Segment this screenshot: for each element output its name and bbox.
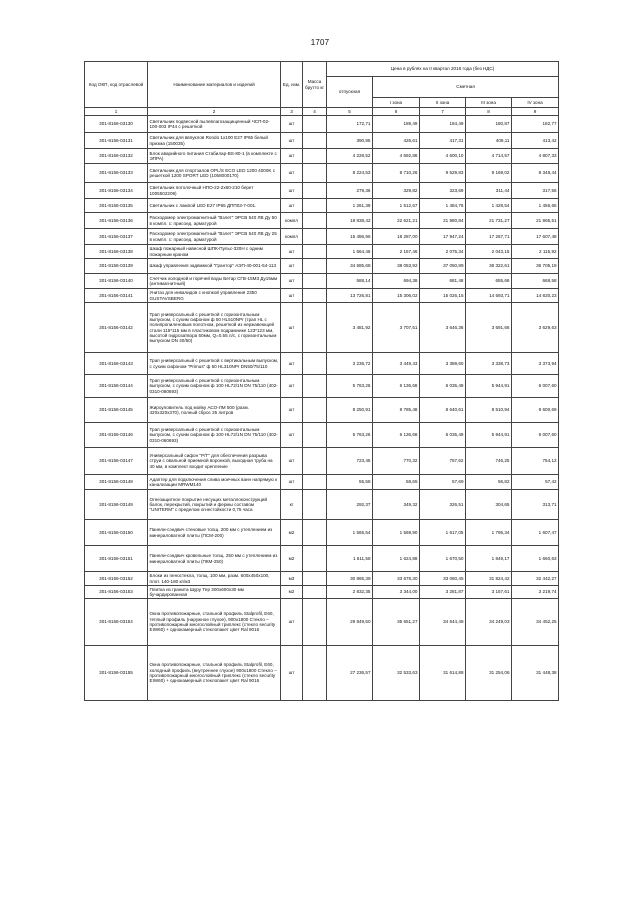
table-row (85, 375, 559, 398)
item-zone-1-price: 22 621,21 (373, 213, 420, 229)
item-zone-2-price: 323,69 (420, 183, 466, 199)
item-zone-1-price: 1 569,90 (373, 520, 420, 546)
item-zone-4-price: 4 807,33 (512, 149, 559, 164)
item-mass (303, 245, 327, 259)
table-row (85, 274, 559, 289)
column-number: 4 (303, 108, 327, 116)
item-zone-4-price: 17 607,48 (512, 229, 559, 245)
header-code: Код ОКП, код отраслевой (85, 62, 148, 108)
header-row-1 (85, 62, 559, 77)
table-row (85, 572, 559, 586)
item-zone-3-price: 3 338,73 (466, 353, 512, 375)
item-name: Огнезащитное покрытие несущих металлоконструкций балок, перекрытий, покрытий и фермы составом "UNITERM" с пределом огнестойкости 0,75 часа (148, 490, 281, 520)
item-mass (303, 646, 327, 701)
item-name: Окна противопожарные, стальной профиль Stalprofil, E60, холодный профиль (внутреннее глухое) 900х1800 Стекло – противопожарный многослойный триплекс (стекло security EIW60) + однокамерный стеклопакет цвет Ral 9016 (148, 646, 281, 701)
item-name: Расходомер электромагнитный "Взлет" ЭРСВ 540 ЛВ Ду 50 в компл. с: присоед. арматурой (148, 213, 281, 229)
item-zone-4-price: 8 600,69 (512, 398, 559, 423)
item-zone-4-price: 8 348,44 (512, 164, 559, 183)
item-zone-1-price: 8 785,48 (373, 398, 420, 423)
item-code: 301-8156-03142 (85, 303, 148, 353)
table-row (85, 586, 559, 599)
item-code: 301-8156-03136 (85, 213, 148, 229)
item-zone-2-price: 6 035,49 (420, 375, 466, 398)
item-name: Блок аварийного питания Стабилар-BS-80-1 (в комплекте с ЭПРА) (148, 149, 281, 164)
item-zone-4-price: 313,71 (512, 490, 559, 520)
item-release-price: 18 838,42 (327, 213, 373, 229)
table-row (85, 353, 559, 375)
table-row (85, 229, 559, 245)
item-unit: м3 (281, 572, 303, 586)
item-mass (303, 546, 327, 572)
item-mass (303, 274, 327, 289)
item-mass (303, 289, 327, 303)
item-zone-2-price: 6 035,49 (420, 423, 466, 448)
item-zone-3-price: 3 157,61 (466, 586, 512, 599)
header-estimate: Сметная (373, 77, 559, 98)
item-zone-2-price: 21 980,84 (420, 213, 466, 229)
item-zone-3-price: 31 824,42 (466, 572, 512, 586)
column-number: 9 (512, 108, 559, 116)
item-zone-2-price: 184,49 (420, 116, 466, 133)
item-unit: шт (281, 133, 303, 149)
item-name: Панели-сэндвич кровельные толщ. 250 мм с утеплением из минераловатной плиты (ПКМ-250) (148, 546, 281, 572)
item-zone-3-price: 304,65 (466, 490, 512, 520)
item-unit: шт (281, 289, 303, 303)
item-zone-3-price: 5 944,91 (466, 375, 512, 398)
item-release-price: 588,14 (327, 274, 373, 289)
item-unit: шт (281, 199, 303, 213)
table-row (85, 490, 559, 520)
item-zone-4-price: 3 219,74 (512, 586, 559, 599)
item-unit: м2 (281, 546, 303, 572)
column-number-row (85, 108, 559, 116)
item-zone-3-price: 36 322,61 (466, 259, 512, 274)
header-name: Наименование материалов и изделий (148, 62, 281, 108)
item-code: 301-8156-03139 (85, 259, 148, 274)
item-zone-1-price: 18 287,00 (373, 229, 420, 245)
item-mass (303, 213, 327, 229)
item-zone-4-price: 6 007,60 (512, 423, 559, 448)
item-mass (303, 353, 327, 375)
item-zone-1-price: 4 692,88 (373, 149, 420, 164)
table-row (85, 133, 559, 149)
table-row (85, 116, 559, 133)
item-zone-1-price: 6 136,68 (373, 423, 420, 448)
column-number: 8 (466, 108, 512, 116)
item-mass (303, 572, 327, 586)
item-release-price: 4 228,52 (327, 149, 373, 164)
item-unit: шт (281, 423, 303, 448)
item-zone-4-price: 1 456,65 (512, 199, 559, 213)
item-release-price: 5 763,26 (327, 423, 373, 448)
item-zone-3-price: 9 169,02 (466, 164, 512, 183)
page-number: 1707 (310, 38, 330, 47)
table-row (85, 303, 559, 353)
item-release-price: 5 763,26 (327, 375, 373, 398)
table-row (85, 599, 559, 646)
item-zone-1-price: 35 651,27 (373, 599, 420, 646)
item-zone-4-price: 3 373,94 (512, 353, 559, 375)
table-row (85, 423, 559, 448)
item-unit: шт (281, 599, 303, 646)
item-name: Светильник для ввпуклов Rondo 1x100 E27 IP65 белый призма (150035) (148, 133, 281, 149)
item-zone-3-price: 3 591,66 (466, 303, 512, 353)
item-zone-2-price: 1 670,50 (420, 546, 466, 572)
item-code: 301-8156-03130 (85, 116, 148, 133)
item-mass (303, 199, 327, 213)
item-mass (303, 520, 327, 546)
item-mass (303, 303, 327, 353)
item-release-price: 279,36 (327, 183, 373, 199)
item-zone-3-price: 1 428,54 (466, 199, 512, 213)
item-code: 301-8156-03141 (85, 289, 148, 303)
item-zone-1-price: 189,49 (373, 116, 420, 133)
table-row (85, 398, 559, 423)
item-zone-4-price: 413,42 (512, 133, 559, 149)
item-release-price: 292,37 (327, 490, 373, 520)
item-zone-2-price: 1 617,05 (420, 520, 466, 546)
item-name: Плитка из гранита Шуру Тер 300х600х30 мм бучардированная (148, 586, 281, 599)
item-code: 301-8156-03134 (85, 183, 148, 199)
item-zone-3-price: 409,11 (466, 133, 512, 149)
header-unit: Ед. изм. (281, 62, 303, 108)
item-unit: м2 (281, 520, 303, 546)
item-mass (303, 116, 327, 133)
item-unit: шт (281, 245, 303, 259)
item-code: 301-8156-03155 (85, 646, 148, 701)
item-mass (303, 183, 327, 199)
item-zone-4-price: 6 007,60 (512, 375, 559, 398)
item-zone-4-price: 1 660,63 (512, 546, 559, 572)
item-zone-4-price: 31 448,38 (512, 646, 559, 701)
item-code: 301-8156-03132 (85, 149, 148, 164)
item-code: 301-8156-03150 (85, 520, 148, 546)
item-zone-3-price: 180,87 (466, 116, 512, 133)
item-zone-1-price: 3 344,00 (373, 586, 420, 599)
item-unit: шт (281, 448, 303, 475)
item-name: Трап универсальный с решеткой с вертикальным выпуском, с сухим сифоном "Primus" ф 50 HL310NPr DN50/75/110 (148, 353, 281, 375)
item-mass (303, 164, 327, 183)
item-unit: шт (281, 303, 303, 353)
item-zone-1-price: 15 306,02 (373, 289, 420, 303)
price-table (84, 61, 559, 701)
table-row (85, 199, 559, 213)
column-number: 3 (281, 108, 303, 116)
item-zone-4-price: 1 607,47 (512, 520, 559, 546)
item-name: Трап универсальный с решеткой с горизонтальным выпуском, с сухим сифоном ф 100 HL72/1N DN 75/110 (402-0310-060693) (148, 375, 281, 398)
item-zone-2-price: 3 281,87 (420, 586, 466, 599)
item-release-price: 55,58 (327, 475, 373, 490)
item-zone-3-price: 5 944,91 (466, 423, 512, 448)
item-code: 301-8156-03145 (85, 398, 148, 423)
item-unit: кг (281, 490, 303, 520)
item-mass (303, 133, 327, 149)
item-release-price: 3 481,92 (327, 303, 373, 353)
item-name: Окна противопожарные, стальной профиль Stalprofil, E60, теплый профиль (наружное глухое), 900х1800 Стекло – противопожарный многослойный триплекс (стекло security EIW60) + однокамерный стеклопакет цвет Ral 9016 (148, 599, 281, 646)
item-name: Универсальный сифон "Р/Т" для обеспечения разрыва струи с овальной приемной воронкой, выходная труба на 40 мм, в комплект входит крепление (148, 448, 281, 475)
item-code: 301-8156-03151 (85, 546, 148, 572)
item-zone-3-price: 746,25 (466, 448, 512, 475)
item-zone-3-price: 1 795,34 (466, 520, 512, 546)
item-unit: шт (281, 353, 303, 375)
item-zone-4-price: 36 705,19 (512, 259, 559, 274)
item-code: 301-8156-03146 (85, 423, 148, 448)
item-zone-3-price: 56,82 (466, 475, 512, 490)
item-zone-1-price: 58,65 (373, 475, 420, 490)
item-name: Адаптер для подключения слива моечных ванн напрямую к канализации MRWM140 (148, 475, 281, 490)
item-zone-2-price: 8 640,61 (420, 398, 466, 423)
item-zone-4-price: 3 629,63 (512, 303, 559, 353)
table-row (85, 259, 559, 274)
table-row (85, 546, 559, 572)
item-mass (303, 586, 327, 599)
item-mass (303, 398, 327, 423)
item-zone-4-price: 14 820,23 (512, 289, 559, 303)
item-code: 301-8156-03138 (85, 245, 148, 259)
item-zone-2-price: 681,48 (420, 274, 466, 289)
item-release-price: 34 685,68 (327, 259, 373, 274)
item-zone-2-price: 2 075,34 (420, 245, 466, 259)
item-zone-3-price: 2 043,15 (466, 245, 512, 259)
item-zone-2-price: 17 947,24 (420, 229, 466, 245)
item-zone-1-price: 694,38 (373, 274, 420, 289)
item-name: Унитаз для инвалидов с кнопкой управления 2350 GUSTAVSBERG (148, 289, 281, 303)
column-number: 1 (85, 108, 148, 116)
item-release-price: 390,95 (327, 133, 373, 149)
item-release-price: 8 250,91 (327, 398, 373, 423)
item-zone-1-price: 33 678,30 (373, 572, 420, 586)
item-zone-2-price: 3 646,36 (420, 303, 466, 353)
item-unit: шт (281, 475, 303, 490)
item-mass (303, 475, 327, 490)
item-zone-2-price: 15 026,15 (420, 289, 466, 303)
item-release-price: 172,71 (327, 116, 373, 133)
table-row (85, 520, 559, 546)
item-mass (303, 149, 327, 164)
item-zone-4-price: 668,58 (512, 274, 559, 289)
item-zone-4-price: 317,56 (512, 183, 559, 199)
item-code: 301-8156-03154 (85, 599, 148, 646)
item-zone-2-price: 37 050,89 (420, 259, 466, 274)
header-release: отпускная (327, 77, 373, 108)
header-zone-4: IV зона (512, 98, 559, 108)
item-zone-3-price: 17 267,71 (466, 229, 512, 245)
item-zone-2-price: 326,51 (420, 490, 466, 520)
item-release-price: 8 224,53 (327, 164, 373, 183)
item-unit: шт (281, 259, 303, 274)
item-code: 301-8156-03137 (85, 229, 148, 245)
item-code: 301-8156-03152 (85, 572, 148, 586)
item-zone-4-price: 754,12 (512, 448, 559, 475)
table-row (85, 646, 559, 701)
header-price-group: Цена в рублях на II квартал 2016 года (без НДС) (327, 62, 559, 77)
item-name: Трап универсальный с решеткой с горизонтальным выпуском, с сухим сифоном ф 50 HL510NPr (трап HL с полипропиленовым полотном, решеткой из нержавеющей стали 115*115 мм в пластиковом подрамнике 123*123 мм, высотой гидрозатвора 50мм, Q=0.55 л/с, с горизонтальным выпуском DN 40/50) (148, 303, 281, 353)
item-release-price: 29 849,50 (327, 599, 373, 646)
item-unit: шт (281, 116, 303, 133)
item-mass (303, 229, 327, 245)
item-zone-3-price: 8 510,94 (466, 398, 512, 423)
item-zone-2-price: 3 389,60 (420, 353, 466, 375)
item-code: 301-8156-03144 (85, 375, 148, 398)
item-zone-1-price: 8 710,26 (373, 164, 420, 183)
item-name: Блоки из пеностекла, толщ. 100 мм, разм. 600х450х100, плот. 140-180 кг/м3 (148, 572, 281, 586)
item-mass (303, 259, 327, 274)
item-mass (303, 448, 327, 475)
table-row (85, 289, 559, 303)
item-zone-1-price: 1 512,67 (373, 199, 420, 213)
item-unit: шт (281, 274, 303, 289)
item-zone-1-price: 6 136,68 (373, 375, 420, 398)
item-unit: шт (281, 183, 303, 199)
header-zone-2: II зона (420, 98, 466, 108)
column-number: 5 (327, 108, 373, 116)
item-mass (303, 423, 327, 448)
item-name: Панели-сэндвич стеновые толщ. 200 мм с утеплением из минераловатной плиты (ПСМ-200) (148, 520, 281, 546)
item-code: 301-8156-03147 (85, 448, 148, 475)
header-zone-1: I зона (373, 98, 420, 108)
item-zone-2-price: 9 529,83 (420, 164, 466, 183)
item-zone-1-price: 32 533,63 (373, 646, 420, 701)
item-release-price: 2 832,35 (327, 586, 373, 599)
item-zone-4-price: 32 442,27 (512, 572, 559, 586)
item-zone-2-price: 33 060,45 (420, 572, 466, 586)
item-name: Светильник подвесной пылевлагозащищенный ЧСП-02-100-003 IP44 с решеткой (148, 116, 281, 133)
item-release-price: 1 611,58 (327, 546, 373, 572)
table-row (85, 183, 559, 199)
item-zone-4-price: 182,77 (512, 116, 559, 133)
item-unit: компл (281, 213, 303, 229)
item-zone-1-price: 426,61 (373, 133, 420, 149)
item-release-price: 723,45 (327, 448, 373, 475)
header-mass: Масса брутто кг (303, 62, 327, 108)
column-number: 6 (373, 108, 420, 116)
item-unit: м2 (281, 586, 303, 599)
item-zone-2-price: 757,62 (420, 448, 466, 475)
item-code: 301-8156-03143 (85, 353, 148, 375)
item-release-price: 15 486,96 (327, 229, 373, 245)
table-row (85, 448, 559, 475)
item-zone-1-price: 1 624,88 (373, 546, 420, 572)
item-zone-4-price: 21 865,51 (512, 213, 559, 229)
item-release-price: 30 865,39 (327, 572, 373, 586)
table-row (85, 164, 559, 183)
item-zone-1-price: 3 449,43 (373, 353, 420, 375)
item-name: Светильник для спортзалов OPL/S ECO LED 1200 4000K с решеткой 1200 SPORT LED (1058000170) (148, 164, 281, 183)
item-mass (303, 375, 327, 398)
table-row (85, 213, 559, 229)
item-zone-3-price: 655,66 (466, 274, 512, 289)
item-zone-2-price: 1 484,76 (420, 199, 466, 213)
item-zone-1-price: 770,32 (373, 448, 420, 475)
item-zone-2-price: 31 614,88 (420, 646, 466, 701)
item-zone-4-price: 2 115,92 (512, 245, 559, 259)
item-unit: компл (281, 229, 303, 245)
column-number: 7 (420, 108, 466, 116)
item-name: Счетчик холодной и горячей воды Бетар СГВ-15М3 Ду15мм (антимагнитный) (148, 274, 281, 289)
item-code: 301-8156-03133 (85, 164, 148, 183)
item-code: 301-8156-03148 (85, 475, 148, 490)
item-unit: шт (281, 398, 303, 423)
item-name: Светильник потолочный НПО-22-2x60-210 берет 1005502209) (148, 183, 281, 199)
item-zone-2-price: 417,31 (420, 133, 466, 149)
item-name: Расходомер электромагнитный "Взлет" ЭРСВ 540 ЛВ Ду 25 в компл. с: присоед. арматурой (148, 229, 281, 245)
item-zone-4-price: 34 452,25 (512, 599, 559, 646)
item-unit: шт (281, 375, 303, 398)
item-unit: шт (281, 164, 303, 183)
item-zone-3-price: 1 849,17 (466, 546, 512, 572)
item-release-price: 13 726,81 (327, 289, 373, 303)
item-zone-1-price: 329,82 (373, 183, 420, 199)
item-name: Жироуловитель под мойку АСО-ЛМ 500 (разм. 420х320х370), полный сброс 25 литров (148, 398, 281, 423)
item-zone-3-price: 14 593,71 (466, 289, 512, 303)
item-mass (303, 490, 327, 520)
item-release-price: 1 565,54 (327, 520, 373, 546)
item-zone-2-price: 57,69 (420, 475, 466, 490)
item-zone-3-price: 31 254,06 (466, 646, 512, 701)
item-name: Светильник с лампой LED E27 IP65 ДПП03-7-001. (148, 199, 281, 213)
item-unit: шт (281, 149, 303, 164)
item-unit: шт (281, 646, 303, 701)
item-code: 301-8156-03140 (85, 274, 148, 289)
item-zone-1-price: 2 157,46 (373, 245, 420, 259)
table-row (85, 245, 559, 259)
item-release-price: 3 236,72 (327, 353, 373, 375)
item-code: 301-8156-03135 (85, 199, 148, 213)
item-code: 301-8156-03149 (85, 490, 148, 520)
item-zone-2-price: 4 600,10 (420, 149, 466, 164)
item-release-price: 1 664,46 (327, 245, 373, 259)
item-code: 301-8156-03131 (85, 133, 148, 149)
item-zone-1-price: 38 053,92 (373, 259, 420, 274)
item-zone-3-price: 34 249,03 (466, 599, 512, 646)
item-name: Шкаф управления задвижкой "Грантор" АЭП-40-001-54-113 (148, 259, 281, 274)
item-zone-3-price: 21 731,27 (466, 213, 512, 229)
item-zone-4-price: 57,42 (512, 475, 559, 490)
item-release-price: 27 236,57 (327, 646, 373, 701)
table-row (85, 475, 559, 490)
item-code: 301-8156-03153 (85, 586, 148, 599)
item-zone-3-price: 4 714,57 (466, 149, 512, 164)
column-number: 2 (148, 108, 281, 116)
item-name: Трап универсальный с решеткой с горизонтальным выпуском, с сухим сифоном ф 100 HL72/1N DN 75/110 (402-0310-060693) (148, 423, 281, 448)
item-zone-1-price: 349,32 (373, 490, 420, 520)
header-zone-3: III зона (466, 98, 512, 108)
item-zone-3-price: 311,44 (466, 183, 512, 199)
item-zone-2-price: 34 644,48 (420, 599, 466, 646)
item-zone-1-price: 3 707,51 (373, 303, 420, 353)
item-name: Шкаф пожарный навесной ШПК-Пульс-320Н с одним пожарным краном (148, 245, 281, 259)
item-mass (303, 599, 327, 646)
table-row (85, 149, 559, 164)
item-release-price: 1 261,39 (327, 199, 373, 213)
